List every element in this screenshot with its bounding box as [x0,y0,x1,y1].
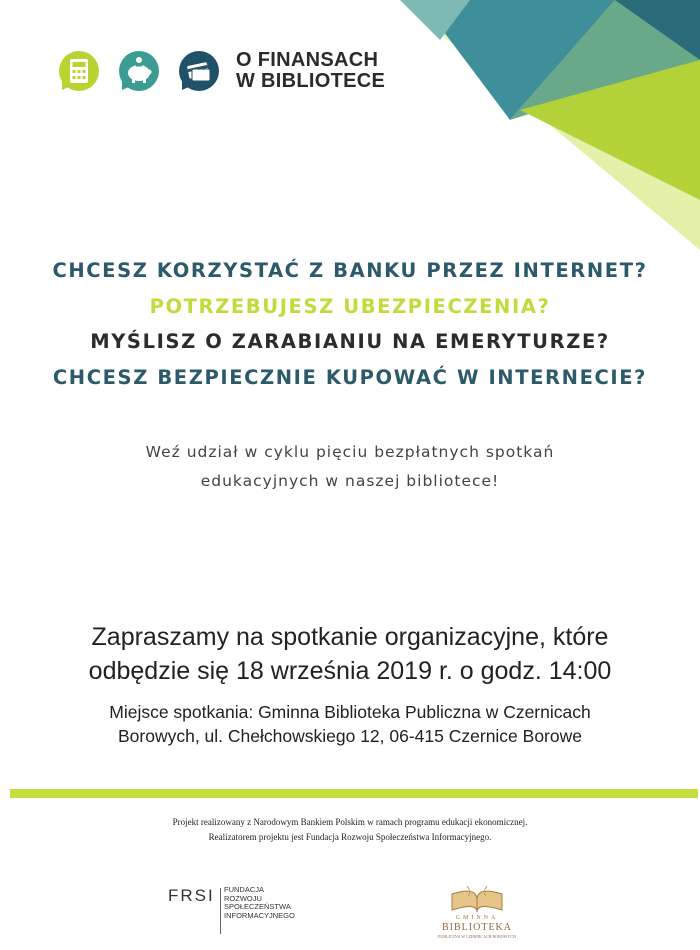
footer-line-1: Projekt realizowany z Narodowym Bankiem Polskim w ramach programu edukacji ekonomicznej. [172,817,528,827]
library-sub-text: PUBLICZNA W CZERNICACH BOROWYCH [438,934,516,939]
frsi-divider [220,888,221,934]
meeting-place [0,700,700,748]
place-line-1: Miejsce spotkania: Gminna Biblioteka Publiczna w Czernicach [109,702,591,722]
question-insurance: POTRZEBUJESZ UBEZPIECZENIA? [149,294,551,318]
brand-title [236,50,385,92]
footer-text [0,815,700,845]
library-main-text: BIBLIOTEKA [442,922,512,933]
question-online-shopping: CHCESZ BEZPIECZNIE KUPOWAĆ W INTERNECIE? [52,365,648,389]
piggy-bank-icon [118,50,160,92]
divider-bar [10,789,698,798]
place-line-2: Borowych, ul. Chełchowskiego 12, 06-415 Czernice Borowe [118,726,582,746]
frsi-name-line: INFORMACYJNEGO [224,910,295,920]
meeting-date: 18 września 2019 [236,657,432,685]
calculator-icon [58,50,100,92]
credit-card-icon [178,50,220,92]
open-book-icon [432,882,522,914]
question-internet-banking: CHCESZ KORZYSTAĆ Z BANKU PRZEZ INTERNET? [52,259,648,282]
frsi-mark: FRSI [168,886,215,905]
library-top-text: GMINNA [455,915,499,921]
meeting-line-2 [0,654,700,688]
frsi-name-line: ROZWOJU [224,893,262,903]
invitation-text [0,438,700,496]
questions-block [0,253,700,395]
footer-line-2: Realizatorem projektu jest Fundacja Rozwoju Społeczeństwa Informacyjnego. [208,832,492,842]
brand-line-1: O FINANSACH [236,49,379,71]
meeting-prefix: odbędzie się [88,657,230,685]
frsi-name-line: SPOŁECZEŃSTWA [224,902,291,911]
invitation-line-2: edukacyjnych w naszej bibliotece! [200,472,500,490]
frsi-name [224,886,295,920]
meeting-time: 14:00 [548,657,612,685]
invitation-line-1: Weź udział w cyklu pięciu bezpłatnych spotkań [145,443,555,461]
brand-line-2: W BIBLIOTECE [236,70,386,92]
meeting-line-1: Zapraszamy na spotkanie organizacyjne, które [91,623,609,651]
meeting-mid: r. o godz. [438,657,542,685]
library-logo [432,882,522,944]
meeting-announcement [0,620,700,688]
corner-decoration [400,0,700,250]
question-retirement: MYŚLISZ O ZARABIANIU NA EMERYTURZE? [90,330,610,353]
frsi-name-line: FUNDACJA [224,885,265,894]
